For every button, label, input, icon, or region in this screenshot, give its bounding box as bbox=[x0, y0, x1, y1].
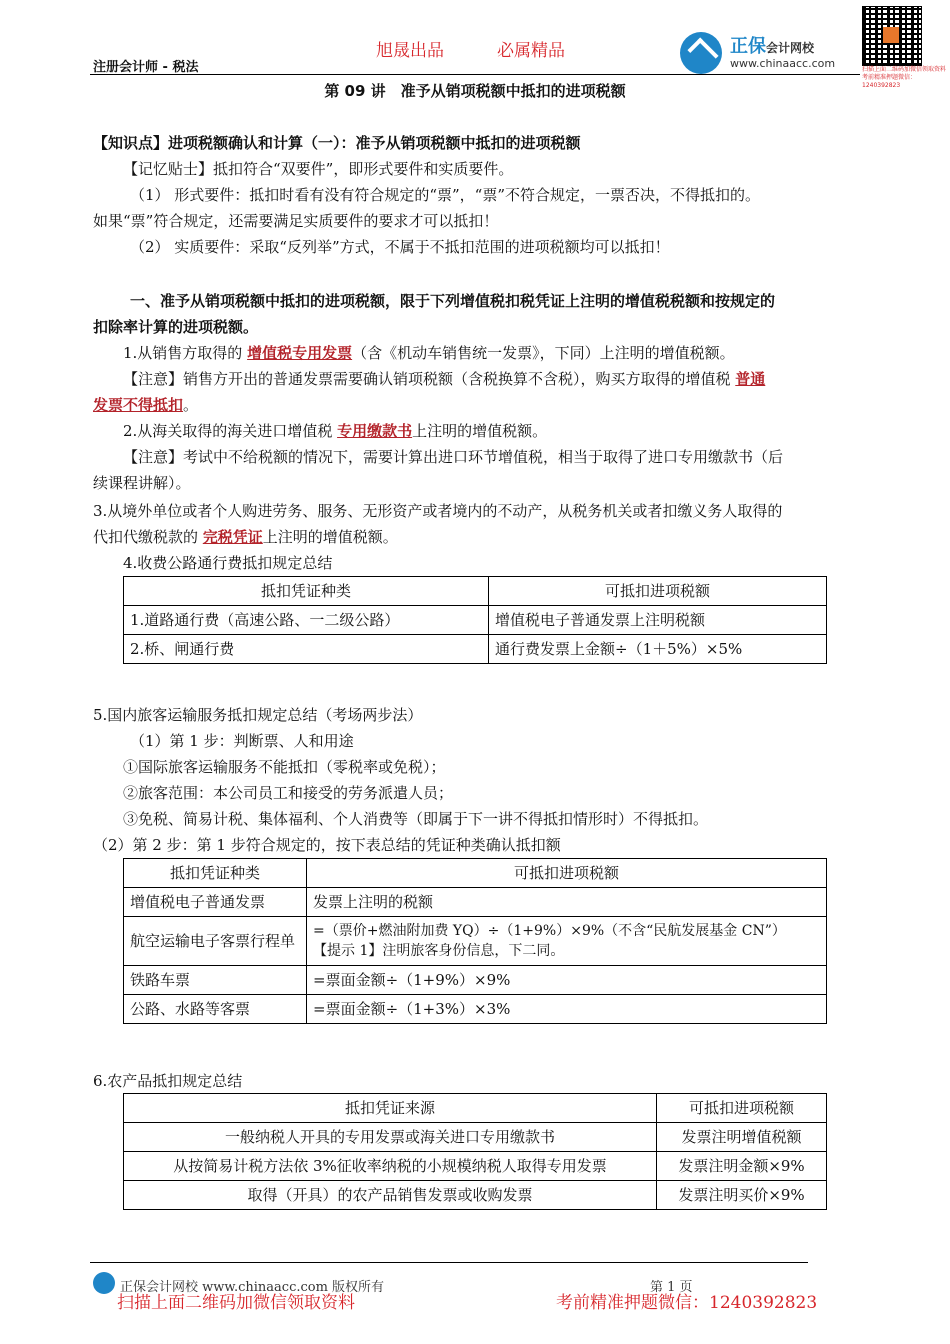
logo-sub: 会计网校 bbox=[766, 41, 815, 55]
footer-copyright: 正保会计网校 www.chinaacc.com 版权所有 bbox=[120, 1280, 385, 1295]
item-3-cont bbox=[93, 528, 398, 546]
step-2: （2）第 2 步：第 1 步符合规定的，按下表总结的凭证种类确认抵扣额 bbox=[93, 836, 561, 854]
formal-requirement: （1） 形式要件：抵扣时看有没有符合规定的“票”，“票”不符合规定，一票否决，不得抵扣的。 bbox=[130, 186, 760, 204]
note-1 bbox=[123, 370, 765, 388]
note-1-post: 。 bbox=[183, 396, 199, 414]
course-label: 注册会计师 - 税法 bbox=[93, 60, 199, 75]
step-1-rule-2: ②旅客范围：本公司员工和接受的劳务派遣人员； bbox=[123, 784, 454, 802]
table-cell: 增值税电子普通发票上注明税额 bbox=[489, 606, 827, 635]
section5-heading: 5.国内旅客运输服务抵扣规定总结（考场两步法） bbox=[93, 706, 423, 724]
item-4: 4.收费公路通行费抵扣规定总结 bbox=[123, 554, 333, 572]
qr-code-icon bbox=[862, 6, 922, 66]
formal-requirement-cont: 如果“票”符合规定，还需要满足实质要件的要求才可以抵扣！ bbox=[93, 212, 499, 230]
table-cell: 从按简易计税方法依 3%征收率纳税的小规模纳税人取得专用发票 bbox=[124, 1152, 657, 1181]
slogan-2: 必属精品 bbox=[497, 41, 565, 61]
footer-divider bbox=[90, 1262, 808, 1263]
table-cell: 1.道路通行费（高速公路、一二级公路） bbox=[124, 606, 489, 635]
section1-heading-cont: 扣除率计算的进项税额。 bbox=[93, 318, 259, 336]
note-1-highlight-b: 发票不得抵扣 bbox=[93, 396, 184, 414]
item-3-highlight: 完税凭证 bbox=[202, 528, 263, 546]
table-header-cell: 抵扣凭证种类 bbox=[124, 859, 307, 888]
table-cell: 公路、水路等客票 bbox=[124, 995, 307, 1024]
note-1-pre: 【注意】销售方开出的普通发票需要确认销项税额（含税换算不含税），购买方取得的增值税 bbox=[123, 370, 736, 388]
logo-url: www.chinaacc.com bbox=[730, 57, 836, 70]
table-cell: =票面金额÷（1+3%）×3% bbox=[307, 995, 827, 1024]
qr-note: 扫描上面二维码加微信领取资料 考前精准押题微信：1240392823 bbox=[862, 66, 947, 89]
brand-logo-icon bbox=[680, 32, 722, 74]
table-header-row bbox=[124, 1094, 827, 1123]
item-2-highlight: 专用缴款书 bbox=[337, 422, 413, 440]
table-row bbox=[124, 635, 827, 664]
table-row bbox=[124, 1181, 827, 1210]
table-header-cell: 抵扣凭证种类 bbox=[124, 577, 489, 606]
logo-name: 正保 bbox=[730, 36, 766, 57]
page-title: 第 09 讲 准予从销项税额中抵扣的进项税额 bbox=[324, 82, 626, 100]
brand-logo[interactable] bbox=[680, 30, 860, 76]
item-2-post: 上注明的增值税额。 bbox=[412, 422, 548, 440]
table-row bbox=[124, 1123, 827, 1152]
table-cell: 取得（开具）的农产品销售发票或收购发票 bbox=[124, 1181, 657, 1210]
table-cell: 航空运输电子客票行程单 bbox=[124, 917, 307, 966]
passenger-transport-table bbox=[123, 858, 827, 1024]
airline-formula: =（票价+燃油附加费 YQ）÷（1+9%）×9%（不含“民航发展基金 CN”） bbox=[313, 923, 786, 939]
table-cell: 2.桥、闸通行费 bbox=[124, 635, 489, 664]
table-cell: 通行费发票上金额÷（1＋5%）×5% bbox=[489, 635, 827, 664]
promo-left: 扫描上面二维码加微信领取资料 bbox=[117, 1293, 355, 1313]
table-cell: 增值税电子普通发票 bbox=[124, 888, 307, 917]
table-cell: 铁路车票 bbox=[124, 966, 307, 995]
table-row bbox=[124, 966, 827, 995]
section6-heading: 6.农产品抵扣规定总结 bbox=[93, 1072, 243, 1090]
table-cell: 发票上注明的税额 bbox=[307, 888, 827, 917]
table-header-row bbox=[124, 577, 827, 606]
item-1-post: （含《机动车销售统一发票》，下同）上注明的增值税额。 bbox=[352, 344, 735, 362]
item-3-pre: 代扣代缴税款的 bbox=[93, 528, 203, 546]
page-number: 第 1 页 bbox=[650, 1280, 693, 1295]
table-header-cell: 可抵扣进项税额 bbox=[489, 577, 827, 606]
item-3-post: 上注明的增值税额。 bbox=[262, 528, 398, 546]
substantive-requirement: （2） 实质要件：采取“反列举”方式，不属于不抵扣范围的进项税额均可以抵扣！ bbox=[130, 238, 670, 256]
airline-note: 【提示 1】注明旅客身份信息，下二同。 bbox=[313, 943, 565, 959]
item-2-pre: 2.从海关取得的海关进口增值税 bbox=[123, 422, 338, 440]
note-2: 【注意】考试中不给税额的情况下，需要计算出进口环节增值税，相当于取得了进口专用缴款书（后 bbox=[123, 448, 784, 466]
table-header-cell: 抵扣凭证来源 bbox=[124, 1094, 657, 1123]
table-row bbox=[124, 995, 827, 1024]
footer-logo-icon bbox=[93, 1272, 115, 1294]
table-cell bbox=[307, 917, 827, 966]
memory-tip: 【记忆贴士】抵扣符合“双要件”，即形式要件和实质要件。 bbox=[123, 160, 514, 178]
table-cell: 发票注明金额×9% bbox=[657, 1152, 827, 1181]
knowledge-heading: 【知识点】进项税额确认和计算（一）：准予从销项税额中抵扣的进项税额 bbox=[93, 134, 581, 152]
table-row bbox=[124, 1152, 827, 1181]
item-2 bbox=[123, 422, 547, 440]
toll-deduction-table bbox=[123, 576, 827, 664]
step-1-rule-1: ①国际旅客运输服务不能抵扣（零税率或免税）； bbox=[123, 758, 446, 776]
item-1 bbox=[123, 344, 735, 362]
table-cell: =票面金额÷（1+9%）×9% bbox=[307, 966, 827, 995]
step-1: （1）第 1 步：判断票、人和用途 bbox=[130, 732, 354, 750]
table-header-cell: 可抵扣进项税额 bbox=[307, 859, 827, 888]
agricultural-products-table bbox=[123, 1093, 827, 1210]
header-divider bbox=[90, 74, 860, 75]
item-1-pre: 1.从销售方取得的 bbox=[123, 344, 248, 362]
note-1-highlight-a: 普通 bbox=[735, 370, 766, 388]
table-cell: 发票注明增值税额 bbox=[657, 1123, 827, 1152]
table-row bbox=[124, 606, 827, 635]
item-1-highlight: 增值税专用发票 bbox=[247, 344, 353, 362]
table-cell: 发票注明买价×9% bbox=[657, 1181, 827, 1210]
note-1-cont bbox=[93, 396, 198, 414]
slogan-1: 旭晟出品 bbox=[376, 41, 444, 61]
item-3: 3.从境外单位或者个人购进劳务、服务、无形资产或者境内的不动产，从税务机关或者扣缴义务人取得的 bbox=[93, 502, 783, 520]
note-2-cont: 续课程讲解）。 bbox=[93, 474, 191, 492]
table-header-cell: 可抵扣进项税额 bbox=[657, 1094, 827, 1123]
section1-heading: 一、准予从销项税额中抵扣的进项税额，限于下列增值税扣税凭证上注明的增值税税额和按规定的 bbox=[130, 292, 776, 310]
promo-right: 考前精准押题微信：1240392823 bbox=[556, 1293, 818, 1313]
qr-badge-icon bbox=[883, 27, 899, 43]
table-cell: 一般纳税人开具的专用发票或海关进口专用缴款书 bbox=[124, 1123, 657, 1152]
table-row bbox=[124, 917, 827, 966]
step-1-rule-3: ③免税、简易计税、集体福利、个人消费等（即属于下一讲不得抵扣情形时）不得抵扣。 bbox=[123, 810, 709, 828]
table-header-row bbox=[124, 859, 827, 888]
table-row bbox=[124, 888, 827, 917]
